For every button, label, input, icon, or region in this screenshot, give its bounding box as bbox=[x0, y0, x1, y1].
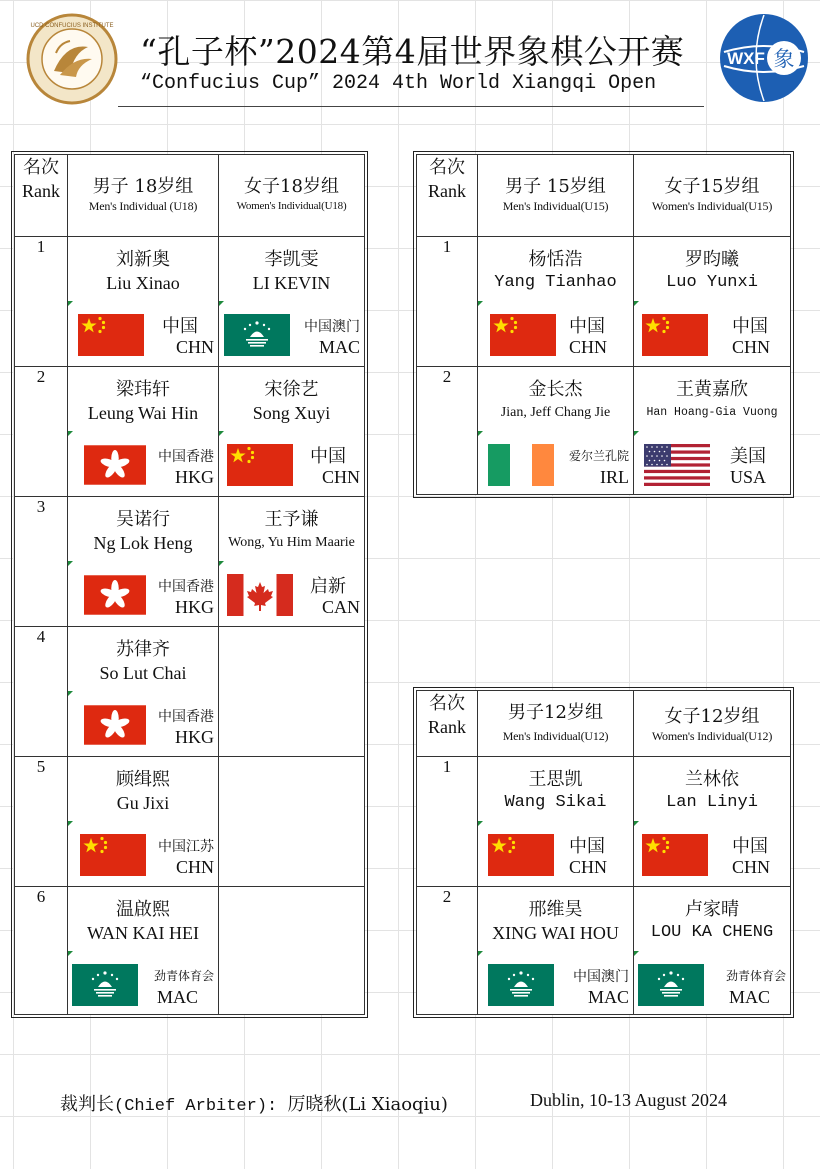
cell-marker bbox=[634, 431, 639, 436]
flag-macau-icon bbox=[638, 964, 704, 1006]
player-name-cn: 梁玮轩 bbox=[116, 379, 170, 400]
rank-header-en: Rank bbox=[428, 717, 466, 737]
player-name-en: Gu Jixi bbox=[116, 793, 170, 813]
country-code: CAN bbox=[321, 597, 360, 617]
country-cn: 中国 bbox=[310, 446, 346, 467]
u15-men-header-cn: 男子 15岁组 bbox=[505, 176, 606, 197]
player-cell bbox=[634, 757, 791, 887]
logo-left-text: UCD CONFUCIUS INSTITUTE bbox=[30, 23, 114, 29]
player-name-en: Song Xuyi bbox=[252, 403, 331, 423]
flag-china-icon bbox=[488, 834, 554, 876]
player-name-cn: 卢家晴 bbox=[685, 899, 739, 920]
flag-canada-icon bbox=[227, 574, 293, 616]
u15-women-header bbox=[634, 155, 791, 237]
country-cn: 中国澳门 bbox=[573, 969, 629, 985]
flag-china-icon bbox=[490, 314, 556, 356]
cell-marker bbox=[478, 821, 483, 826]
flag-china-icon bbox=[642, 314, 708, 356]
country-cn: 中国 bbox=[569, 836, 605, 857]
rank-cell: 1 bbox=[417, 237, 478, 367]
title-chinese: “孔子杯”2024第4届世界象棋公开赛 bbox=[140, 32, 685, 71]
player-name-en: Luo Yunxi bbox=[666, 273, 758, 292]
u18-women-header-cn: 女子18岁组 bbox=[244, 176, 339, 197]
player-name-cn: 苏律齐 bbox=[116, 639, 170, 660]
player-name-en: So Lut Chai bbox=[99, 663, 187, 683]
cell-marker bbox=[68, 431, 73, 436]
empty-cell bbox=[219, 627, 365, 757]
country-cn: 启新 bbox=[310, 576, 346, 597]
cell-marker bbox=[634, 821, 639, 826]
player-cell bbox=[478, 757, 634, 887]
player-name-cn: 宋徐艺 bbox=[264, 379, 319, 400]
u12-women-header-cn: 女子12岁组 bbox=[664, 706, 760, 727]
flag-hong-kong-icon bbox=[84, 444, 146, 486]
country-code: HKG bbox=[175, 467, 214, 487]
cell-marker bbox=[634, 951, 639, 956]
rank-cell: 2 bbox=[417, 887, 478, 1015]
country-cn: 中国香港 bbox=[158, 579, 214, 595]
player-name-cn: 刘新奥 bbox=[116, 249, 170, 270]
player-name-cn: 李凯雯 bbox=[264, 249, 319, 270]
table-u15 bbox=[416, 154, 791, 495]
player-name-en: Wang Sikai bbox=[504, 793, 607, 812]
cell-marker bbox=[68, 821, 73, 826]
table-row bbox=[417, 237, 791, 367]
cell-marker bbox=[68, 561, 73, 566]
country-code: CHN bbox=[321, 467, 360, 487]
flag-macau-icon bbox=[72, 964, 138, 1006]
table-row bbox=[15, 497, 365, 627]
table-row bbox=[15, 627, 365, 757]
u18-men-header-en: Men's Individual (U18) bbox=[88, 199, 198, 213]
table-row bbox=[15, 237, 365, 367]
cell-marker bbox=[478, 301, 483, 306]
player-cell bbox=[634, 887, 791, 1015]
player-name-en: Wong, Yu Him Maarie bbox=[228, 535, 355, 550]
player-name-cn: 顾缉熙 bbox=[116, 769, 170, 790]
player-name-cn: 金长杰 bbox=[528, 379, 583, 400]
rank-cell: 5 bbox=[15, 757, 68, 887]
chief-arbiter-label-en: (Chief Arbiter): bbox=[114, 1097, 288, 1116]
player-cell bbox=[219, 367, 365, 497]
country-code: MAC bbox=[318, 337, 360, 357]
flag-usa-icon bbox=[644, 444, 710, 486]
cell-marker bbox=[68, 951, 73, 956]
u12-women-header bbox=[634, 691, 791, 757]
country-code: CHN bbox=[568, 337, 607, 357]
u12-women-header-en: Women's Individual(U12) bbox=[651, 729, 773, 743]
country-cn: 中国澳门 bbox=[304, 319, 360, 335]
player-cell bbox=[219, 497, 365, 627]
chief-arbiter bbox=[60, 1090, 448, 1116]
chief-arbiter-label-cn: 裁判长 bbox=[60, 1094, 114, 1115]
flag-china-icon bbox=[78, 314, 144, 356]
country-code: IRL bbox=[600, 467, 629, 487]
player-name-en: XING WAI HOU bbox=[492, 923, 619, 943]
u15-women-header-cn: 女子15岁组 bbox=[664, 176, 760, 197]
country-code: CHN bbox=[731, 857, 770, 877]
flag-china-icon bbox=[80, 834, 146, 876]
player-name-en: Liu Xinao bbox=[106, 273, 180, 293]
player-name-cn: 罗昀曦 bbox=[685, 249, 739, 270]
table-row bbox=[417, 757, 791, 887]
cell-marker bbox=[68, 691, 73, 696]
country-cn: 中国 bbox=[162, 316, 198, 337]
cell-marker bbox=[634, 301, 639, 306]
rank-header-cn: 名次 bbox=[429, 693, 465, 713]
u18-women-header-en: Women's Individual(U18) bbox=[236, 200, 347, 212]
rank-header bbox=[417, 691, 478, 757]
location-date: Dublin, 10-13 August 2024 bbox=[530, 1090, 728, 1110]
player-cell bbox=[68, 887, 219, 1015]
player-name-en: Leung Wai Hin bbox=[87, 403, 199, 423]
table-u18 bbox=[14, 154, 365, 1015]
player-cell bbox=[634, 237, 791, 367]
empty-cell bbox=[219, 887, 365, 1015]
player-name-cn: 温啟熙 bbox=[116, 899, 170, 920]
rank-cell: 1 bbox=[15, 237, 68, 367]
table-row bbox=[15, 887, 365, 1015]
rank-cell: 6 bbox=[15, 887, 68, 1015]
player-cell bbox=[478, 887, 634, 1015]
chief-arbiter-name: 厉晓秋(Li Xiaoqiu) bbox=[287, 1094, 448, 1115]
player-cell bbox=[68, 367, 219, 497]
logo-right-text: WXF bbox=[727, 49, 765, 68]
country-cn: 美国 bbox=[730, 446, 766, 467]
country-cn: 中国 bbox=[732, 316, 768, 337]
country-cn: 爱尔兰孔院 bbox=[568, 449, 629, 463]
rank-cell: 2 bbox=[417, 367, 478, 495]
rank-header-en: Rank bbox=[22, 181, 60, 201]
table-row bbox=[417, 367, 791, 495]
rank-cell: 3 bbox=[15, 497, 68, 627]
cell-marker bbox=[478, 951, 483, 956]
player-name-cn: 王予谦 bbox=[264, 509, 319, 530]
cell-marker bbox=[478, 431, 483, 436]
flag-china-icon bbox=[642, 834, 708, 876]
player-name-en: WAN KAI HEI bbox=[87, 923, 199, 943]
u18-men-header-cn: 男子 18岁组 bbox=[92, 176, 194, 197]
player-cell bbox=[478, 237, 634, 367]
player-cell bbox=[219, 237, 365, 367]
cell-marker bbox=[68, 301, 73, 306]
player-name-en: Yang Tianhao bbox=[494, 273, 617, 292]
player-name-cn: 兰林依 bbox=[685, 769, 739, 790]
player-name-cn: 吴诺行 bbox=[116, 509, 170, 530]
rank-header-cn: 名次 bbox=[23, 157, 59, 177]
player-name-en: Jian, Jeff Chang Jie bbox=[500, 405, 611, 420]
logo-right-glyph: 象 bbox=[773, 47, 795, 71]
table-row bbox=[417, 887, 791, 1015]
u15-men-header-en: Men's Individual(U15) bbox=[502, 199, 609, 213]
flag-hong-kong-icon bbox=[84, 574, 146, 616]
rank-cell: 4 bbox=[15, 627, 68, 757]
table-u12 bbox=[416, 690, 791, 1015]
u15-women-header-en: Women's Individual(U15) bbox=[651, 199, 773, 213]
country-code: MAC bbox=[728, 987, 770, 1007]
player-cell bbox=[68, 627, 219, 757]
player-cell bbox=[634, 367, 791, 495]
u12-men-header bbox=[478, 691, 634, 757]
country-code: USA bbox=[729, 467, 766, 487]
u18-women-header bbox=[219, 155, 365, 237]
player-name-cn: 王思凯 bbox=[528, 769, 583, 790]
empty-cell bbox=[219, 757, 365, 887]
cell-marker bbox=[219, 431, 224, 436]
country-cn: 劲青体育会 bbox=[153, 969, 214, 983]
rank-header bbox=[15, 155, 68, 237]
country-cn: 中国香港 bbox=[158, 709, 214, 725]
country-cn: 中国 bbox=[569, 316, 605, 337]
player-cell bbox=[68, 237, 219, 367]
player-name-cn: 杨恬浩 bbox=[528, 249, 583, 270]
country-cn: 中国江苏 bbox=[158, 839, 214, 855]
rank-header-cn: 名次 bbox=[429, 157, 465, 177]
player-name-en: Ng Lok Heng bbox=[93, 533, 193, 553]
player-name-en: Lan Linyi bbox=[666, 793, 758, 812]
player-cell bbox=[478, 367, 634, 495]
u15-men-header bbox=[478, 155, 634, 237]
player-name-en: Han Hoang-Gia Vuong bbox=[646, 406, 778, 419]
player-name-cn: 王黄嘉欣 bbox=[676, 379, 748, 400]
country-code: MAC bbox=[587, 987, 629, 1007]
u12-men-header-en: Men's Individual(U12) bbox=[502, 729, 609, 743]
country-code: MAC bbox=[156, 987, 198, 1007]
rank-header-en: Rank bbox=[428, 181, 466, 201]
flag-macau-icon bbox=[488, 964, 554, 1006]
table-row bbox=[15, 367, 365, 497]
ucd-confucius-institute-logo bbox=[26, 13, 118, 105]
title-divider bbox=[118, 106, 704, 107]
u18-men-header bbox=[68, 155, 219, 237]
country-code: CHN bbox=[568, 857, 607, 877]
country-code: CHN bbox=[175, 857, 214, 877]
country-code: HKG bbox=[175, 597, 214, 617]
u12-men-header-cn: 男子12岁组 bbox=[508, 702, 603, 723]
player-cell bbox=[68, 497, 219, 627]
country-code: HKG bbox=[175, 727, 214, 747]
rank-cell: 1 bbox=[417, 757, 478, 887]
country-code: CHN bbox=[731, 337, 770, 357]
wxf-logo bbox=[718, 12, 810, 104]
cell-marker bbox=[219, 561, 224, 566]
player-name-en: LI KEVIN bbox=[252, 273, 331, 293]
rank-header bbox=[417, 155, 478, 237]
flag-hong-kong-icon bbox=[84, 704, 146, 746]
country-code: CHN bbox=[175, 337, 214, 357]
flag-ireland-icon bbox=[488, 444, 554, 486]
player-cell bbox=[68, 757, 219, 887]
flag-macau-icon bbox=[224, 314, 290, 356]
country-cn: 中国香港 bbox=[158, 449, 214, 465]
country-cn: 劲青体育会 bbox=[725, 969, 786, 983]
player-name-cn: 邢维昊 bbox=[528, 899, 583, 920]
table-row bbox=[15, 757, 365, 887]
player-name-en: LOU KA CHENG bbox=[650, 923, 774, 942]
cell-marker bbox=[219, 301, 224, 306]
country-cn: 中国 bbox=[732, 836, 768, 857]
title-english: “Confucius Cup” 2024 4th World Xiangqi Open bbox=[140, 72, 657, 95]
flag-china-icon bbox=[227, 444, 293, 486]
rank-cell: 2 bbox=[15, 367, 68, 497]
